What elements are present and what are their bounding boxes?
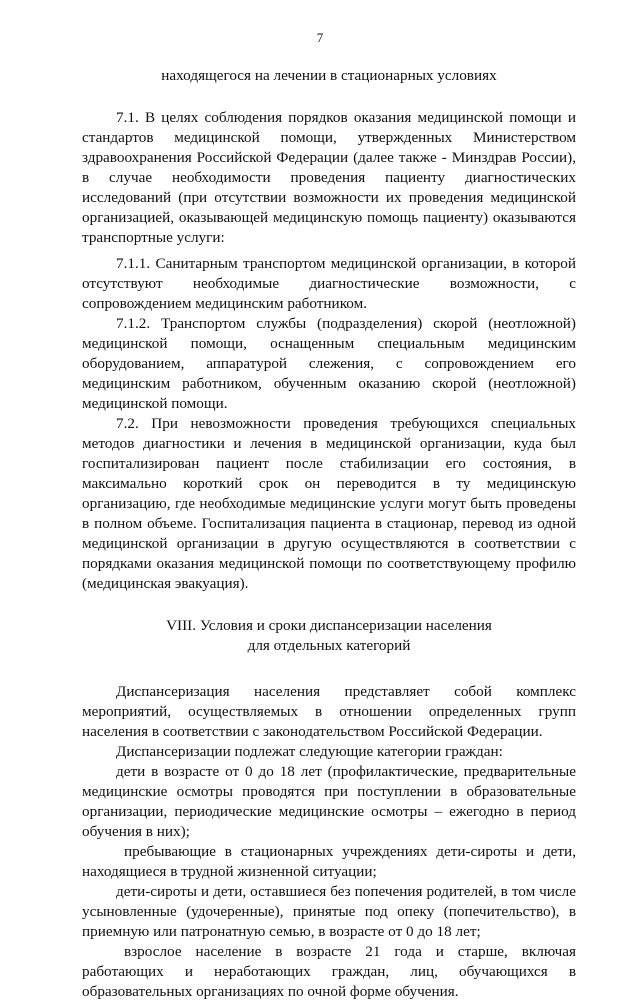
section-8-title-line-1: VIII. Условия и сроки диспансеризации населения [166, 617, 492, 634]
paragraph-7-1-2: 7.1.2. Транспортом службы (подразделения) скорой (неотложной) медицинской помощи, оснащенным специальным медицинским оборудованием, аппаратурой слежения, с сопровождением его медицинским работником, обученным оказанию скорой (неотложной) медицинской помощи. [82, 315, 576, 412]
section-8-categories-lead: Диспансеризации подлежат следующие категории граждан: [116, 743, 503, 760]
list-item-orphans-adopted: дети-сироты и дети, оставшиеся без попечения родителей, в том числе усыновленные (удочеренные), принятые под опеку (попечительство), в приемную или патронатную семью, в возрасте от 0 до 18 лет; [82, 883, 576, 940]
page-number: 7 [316, 30, 324, 45]
list-item-children: дети в возрасте от 0 до 18 лет (профилактические, предварительные медицинские осмотры проводятся при поступлении в образовательные организации, периодические медицинские осмотры – ежегодно в период обучения в них); [82, 763, 576, 840]
paragraph-7-2: 7.2. При невозможности проведения требующихся специальных методов диагностики и лечения в медицинской организации, куда был госпитализирован пациент после стабилизации его состояния, в максимально короткий срок он переводится в ту медицинскую организацию, где необходимые медицинские услуги могут быть проведены в полном объеме. Госпитализация пациента в стационар, перевод из одной медицинской организации в другую осуществляются в соответствии с порядками оказания медицинской помощи по соответствующему профилю (медицинская эвакуация). [82, 415, 576, 592]
page-content [82, 66, 576, 1002]
paragraph-7-1: 7.1. В целях соблюдения порядков оказания медицинской помощи и стандартов медицинской помощи, утвержденных Министерством здравоохранения Российской Федерации (далее также - Минздрав России), в случае необходимости проведения пациенту диагностических исследований (при отсутствии возможности их проведения медицинской организацией, оказывающей медицинскую помощь пациенту) оказываются транспортные услуги: [82, 109, 576, 246]
section-8-title-line-2: для отдельных категорий [247, 637, 411, 654]
list-item-orphans-institutions: пребывающие в стационарных учреждениях дети-сироты и дети, находящиеся в трудной жизненной ситуации; [82, 843, 576, 880]
section-8-heading [82, 616, 576, 656]
list-item-adults: взрослое население в возрасте 21 года и старше, включая работающих и неработающих граждан, лиц, обучающихся в образовательных организациях по очной форме обучения. [82, 943, 576, 1000]
section-8-intro: Диспансеризация населения представляет собой комплекс мероприятий, осуществляемых в отношении определенных групп населения в соответствии с законодательством Российской Федерации. [82, 683, 576, 740]
paragraph-7-1-1: 7.1.1. Санитарным транспортом медицинской организации, в которой отсутствуют необходимые диагностические возможности, с сопровождением медицинским работником. [82, 255, 576, 312]
section-continuation-heading: находящегося на лечении в стационарных условиях [161, 67, 497, 84]
